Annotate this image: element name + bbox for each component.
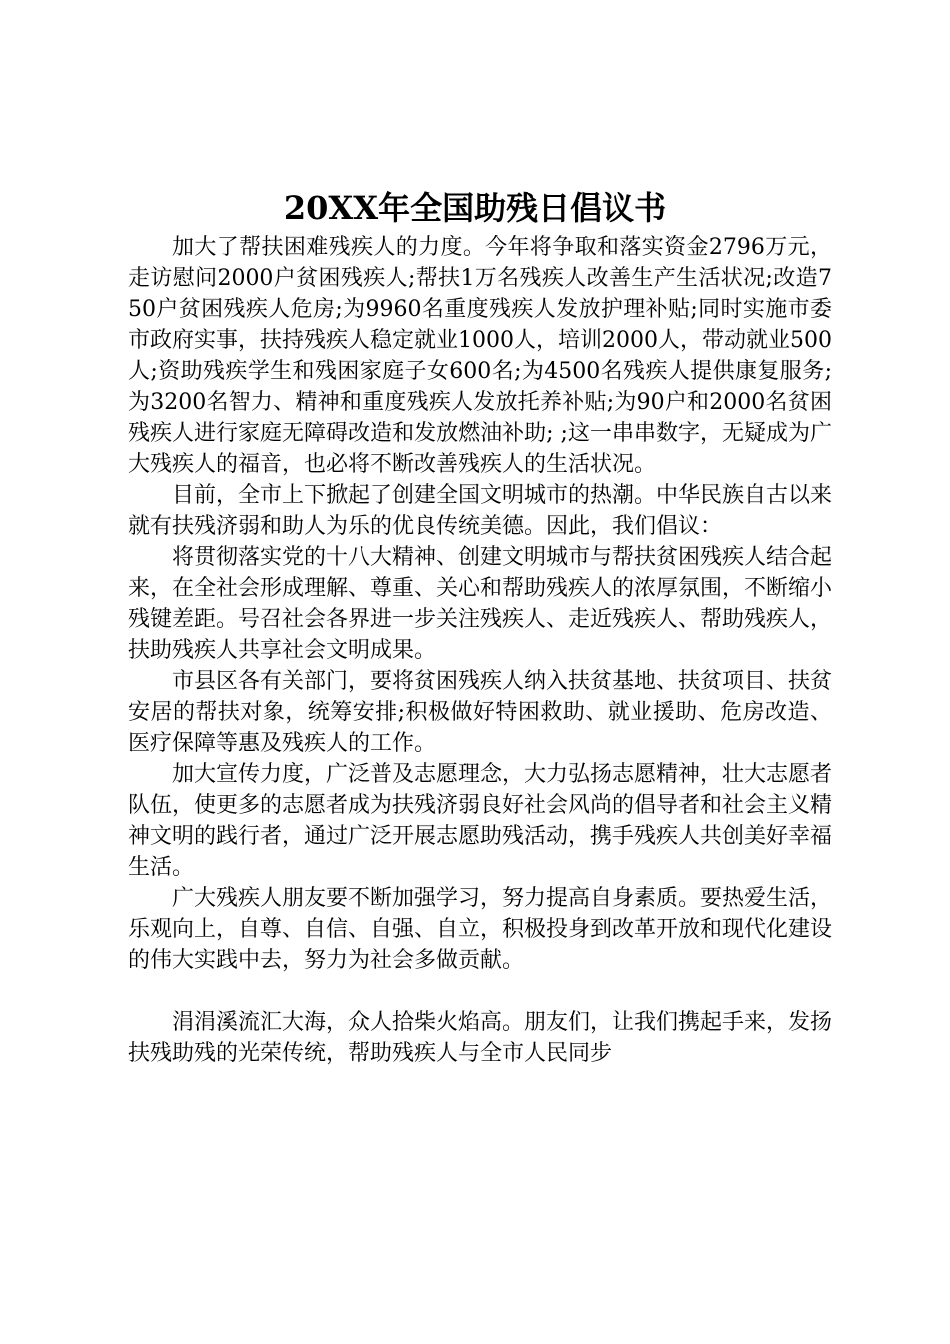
document-title: 20XX年全国助残日倡议书 [283, 189, 667, 227]
paragraph-proposal-3: 加大宣传力度，广泛普及志愿理念，大力弘扬志愿精神，壮大志愿者队伍，使更多的志愿者成为扶残济弱良好社会风尚的倡导者和社会主义精神文明的践行者，通过广泛开展志愿助残活动，携手残疾人共创美好幸福生活。 [128, 762, 833, 880]
paragraph-spacer [128, 976, 832, 1007]
paragraph-closing: 涓涓溪流汇大海，众人拾柴火焰高。朋友们，让我们携起手来，发扬扶残助残的光荣传统，帮助残疾人与全市人民同步 [128, 1010, 833, 1066]
paragraph-proposal-1: 将贯彻落实党的十八大精神、创建文明城市与帮扶贫困残疾人结合起来，在全社会形成理解、尊重、关心和帮助残疾人的浓厚氛围，不断缩小残键差距。号召社会各界进一步关注残疾人、走近残疾人、帮助残疾人，扶助残疾人共享社会文明成果。 [128, 545, 833, 663]
paragraph-civilized-city: 目前，全市上下掀起了创建全国文明城市的热潮。中华民族自古以来就有扶残济弱和助人为乐的优良传统美德。因此，我们倡议： [128, 483, 833, 539]
paragraph-proposal-2: 市县区各有关部门，要将贫困残疾人纳入扶贫基地、扶贫项目、扶贫安居的帮扶对象，统筹安排;积极做好特困救助、就业援助、危房改造、医疗保障等惠及残疾人的工作。 [128, 669, 833, 756]
paragraph-proposal-4: 广大残疾人朋友要不断加强学习，努力提高自身素质。要热爱生活，乐观向上，自尊、自信、自强、自立，积极投身到改革开放和现代化建设的伟大实践中去，努力为社会多做贡献。 [128, 886, 833, 973]
paragraph-funding: 加大了帮扶困难残疾人的力度。今年将争取和落实资金2796万元，走访慰问2000户贫困残疾人;帮扶1万名残疾人改善生产生活状况;改造750户贫困残疾人危房;为9960名重度残疾人发放护理补贴;同时实施市委市政府实事，扶持残疾人稳定就业1000人，培训2000人，带动就业500人;资助残疾学生和残困家庭子女600名;为4500名残疾人提供康复服务;为3200名智力、精神和重度残疾人发放托养补贴;为90户和2000名贫困残疾人进行家庭无障碍改造和发放燃油补助; ;这一串串数字，无疑成为广大残疾人的福音，也必将不断改善残疾人的生活状况。 [128, 235, 832, 477]
document-body [128, 232, 832, 1069]
